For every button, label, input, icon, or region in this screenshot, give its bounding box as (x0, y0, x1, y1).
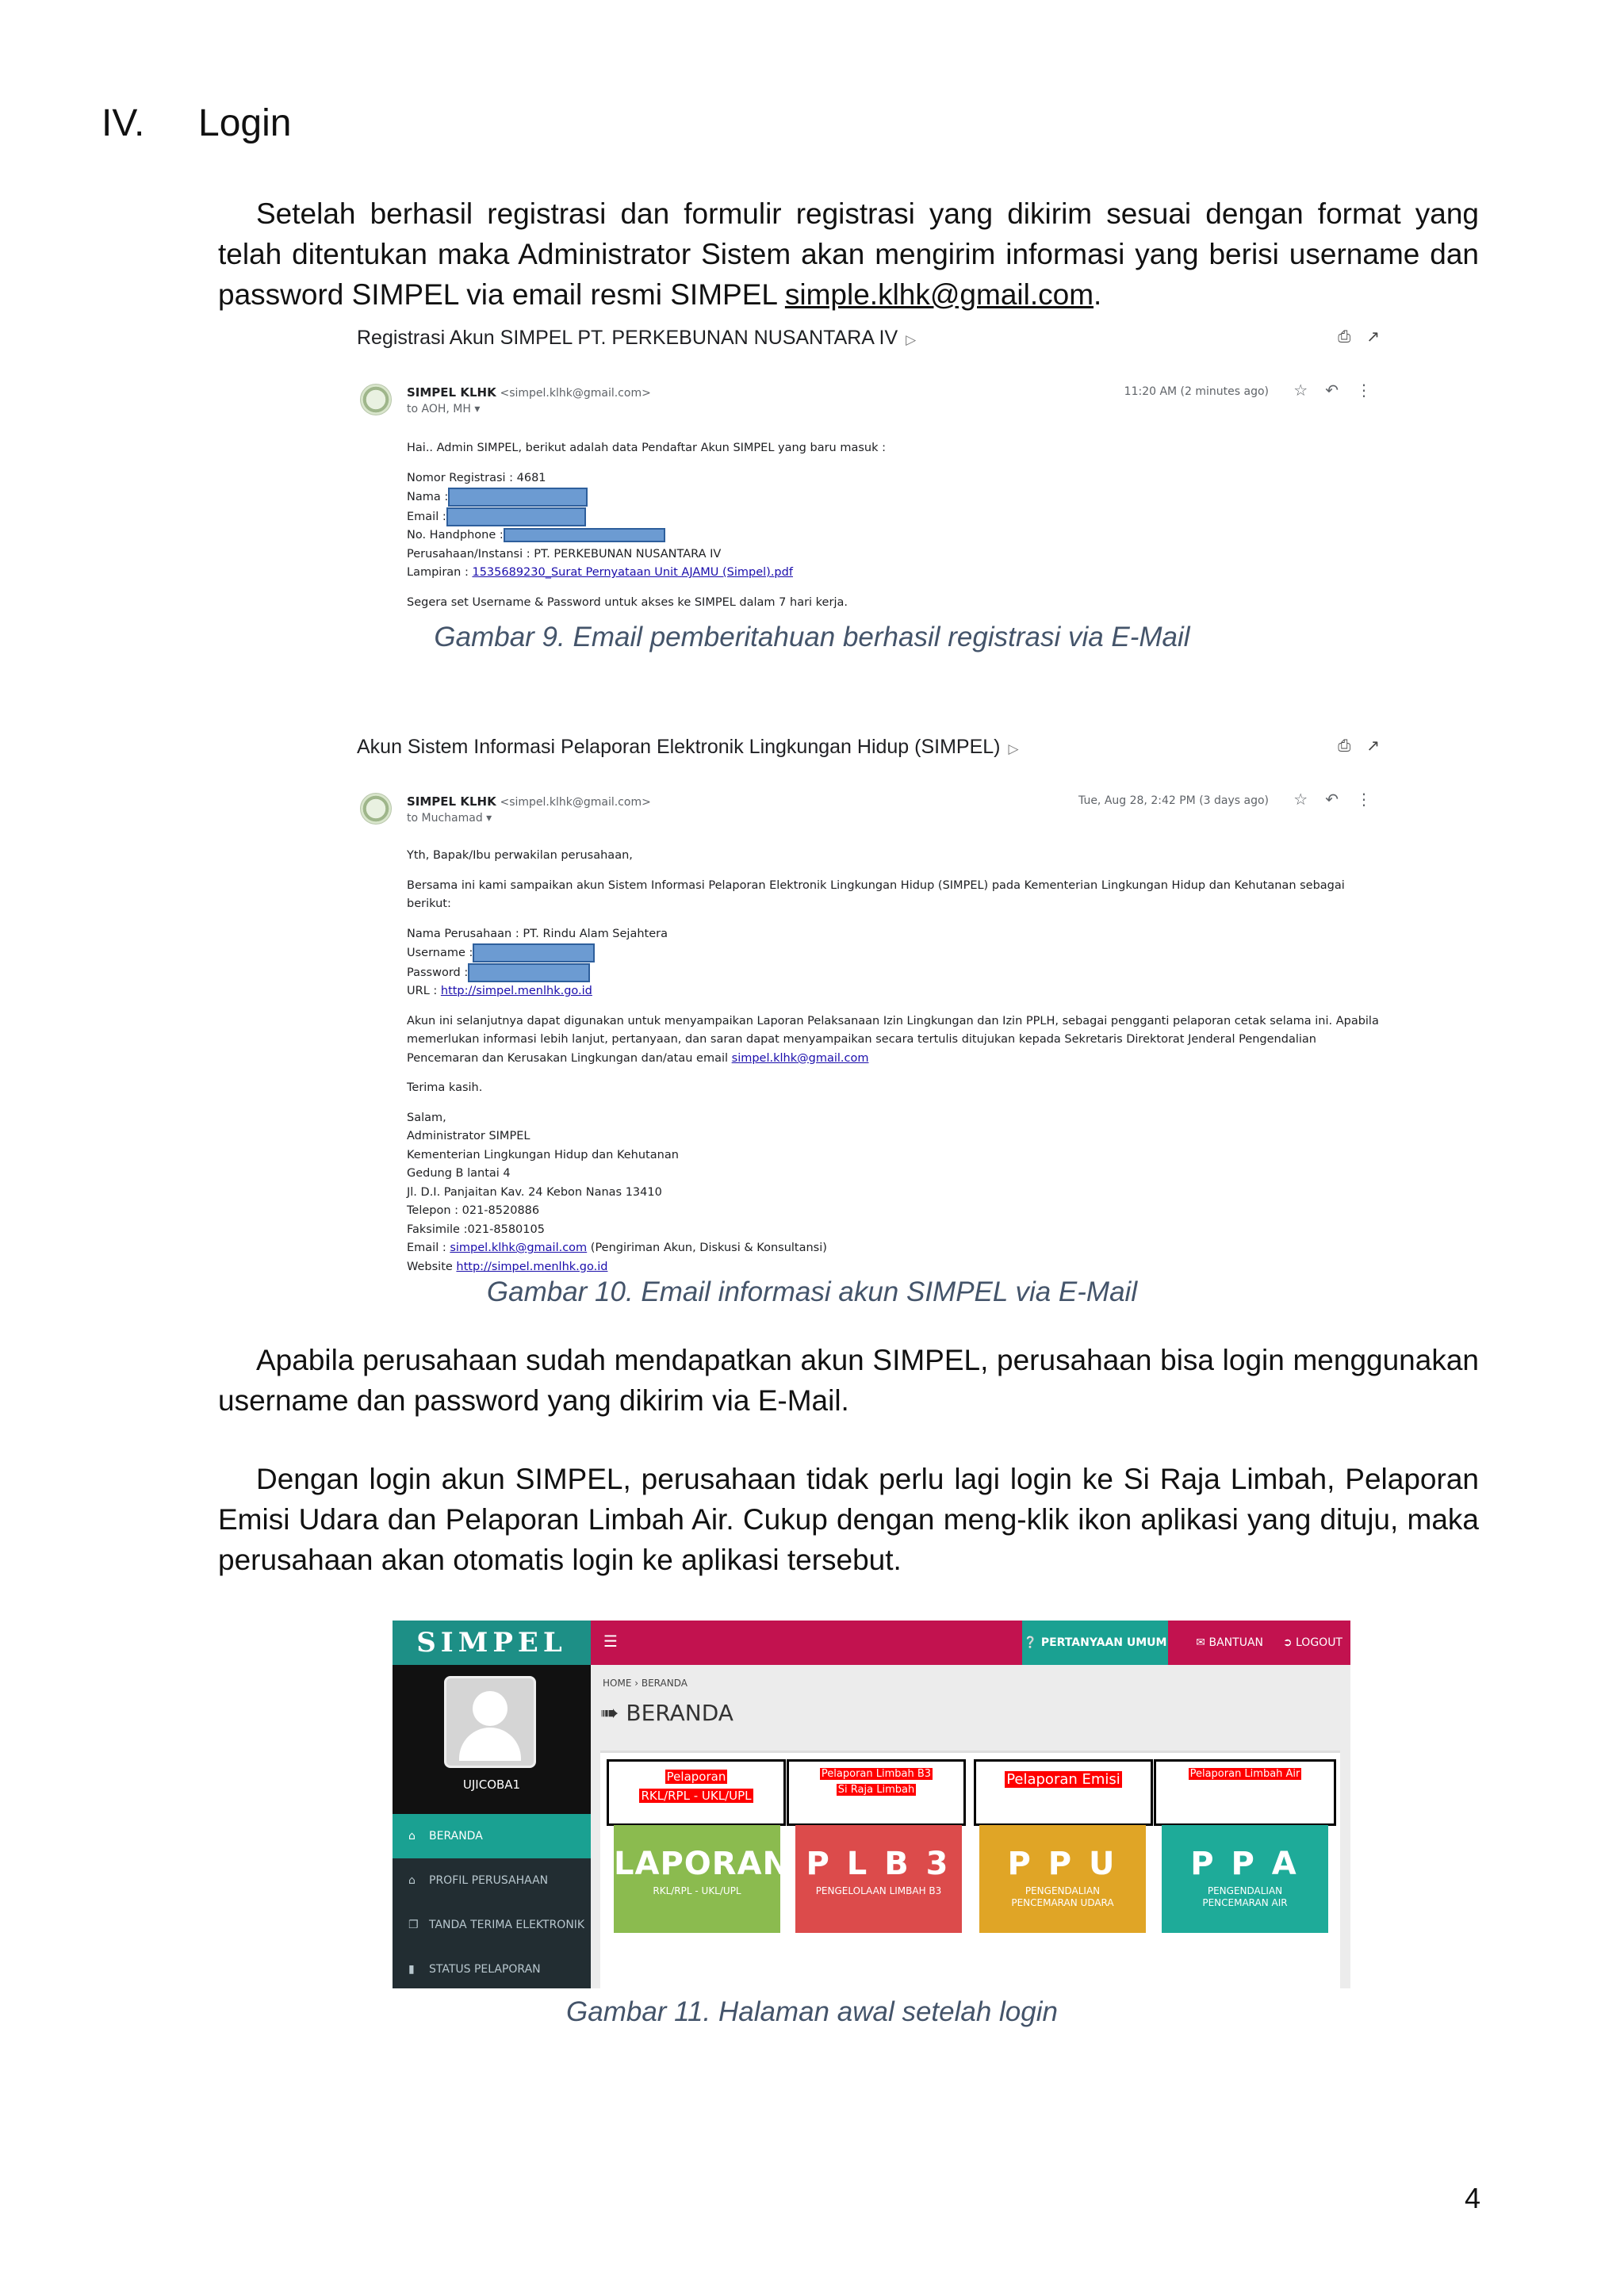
sender: SIMPEL KLHK <simpel.klhk@gmail.com> (407, 794, 651, 809)
print-icon[interactable]: ⎙ (1338, 736, 1351, 755)
registration-email (357, 327, 1380, 620)
email-link[interactable]: simple.klhk@gmail.com (784, 278, 1094, 311)
tile-plb3[interactable]: P L B 3 PENGELOLAAN LIMBAH B3 (795, 1825, 962, 1933)
chat-icon: ✉ (1196, 1636, 1206, 1649)
bank-icon: ⌂ (408, 1874, 416, 1887)
email-body: Hai.. Admin SIMPEL, berikut adalah data Pendaftar Akun SIMPEL yang baru masuk : Nomor Registrasi : 4681 Nama : Email : No. Handphone : Perusahaan/Instansi : PT. PERKEBUNAN NUSANTARA IV Lampiran : 1535689230_Surat Pernyataan Unit AJAMU (Simpel).pdf Segera set Username & Password untuk akses ke SIMPEL dalam 7 hari kerja. (407, 442, 886, 609)
email-time: Tue, Aug 28, 2:42 PM (3 days ago) (1078, 794, 1269, 807)
support-email-link[interactable]: simpel.klhk@gmail.com (731, 1051, 869, 1065)
open-new-window-icon[interactable]: ↗ (1366, 327, 1380, 346)
paragraph-intro: Setelah berhasil registrasi dan formulir registrasi yang dikirim sesuai dengan format yang telah ditentukan maka Administrator Sistem akan mengirim informasi yang berisi username dan password SIMPEL via email resmi SIMPEL simple.klhk@gmail.com. (218, 197, 1479, 311)
tile-ppa[interactable]: P P A PENGENDALIAN PENCEMARAN AIR (1162, 1825, 1328, 1933)
url-link[interactable]: http://simpel.menlhk.go.id (440, 985, 592, 997)
email-subject: Registrasi Akun SIMPEL PT. PERKEBUNAN NUSANTARA IV ▷ (357, 327, 917, 349)
annotation-label: Pelaporan Limbah B3 Si Raja Limbah (787, 1759, 966, 1826)
page-title: ➠ BERANDA (600, 1700, 733, 1726)
print-icon[interactable]: ⎙ (1338, 327, 1351, 346)
menu-toggle-icon[interactable]: ☰ (603, 1632, 618, 1651)
logout-icon: ➲ (1282, 1636, 1293, 1649)
annotation-label: Pelaporan RKL/RPL - UKL/UPL (607, 1759, 786, 1826)
caption-figure-11: Gambar 11. Halaman awal setelah login (566, 1996, 1058, 2027)
redacted-block (448, 488, 588, 507)
paragraph-login-info: Apabila perusahaan sudah mendapatkan akun SIMPEL, perusahaan bisa login menggunakan username dan password yang dikirim via E-Mail. (218, 1344, 1479, 1417)
username: UJICOBA1 (462, 1777, 521, 1792)
redacted-block (446, 507, 586, 526)
user-avatar (444, 1676, 536, 1768)
sidebar-item-beranda[interactable]: ⌂ BERANDA (393, 1814, 591, 1858)
signature-email-link[interactable]: simpel.klhk@gmail.com (450, 1242, 588, 1254)
page-number: 4 (1464, 2182, 1480, 2214)
reply-icon[interactable]: ↶ (1325, 790, 1339, 809)
copy-icon: ❐ (408, 1919, 419, 1931)
redacted-block (473, 943, 595, 962)
recipient[interactable]: to Muchamad ▾ (407, 812, 492, 825)
website-link[interactable]: http://simpel.menlhk.go.id (456, 1260, 608, 1273)
star-icon[interactable]: ☆ (1293, 381, 1308, 400)
sidebar-item-status-pelaporan[interactable]: ▮ STATUS PELAPORAN (393, 1947, 591, 1988)
more-icon[interactable]: ⋮ (1356, 381, 1372, 400)
paragraph-sso-info: Dengan login akun SIMPEL, perusahaan tidak perlu lagi login ke Si Raja Limbah, Pelaporan Emisi Udara dan Pelaporan Limbah Air. Cukup dengan meng-klik ikon aplikasi yang dituju, maka perusahaan akan otomatis login ke aplikasi tersebut. (218, 1463, 1479, 1576)
attachment-link[interactable]: 1535689230_Surat Pernyataan Unit AJAMU (Simpel).pdf (472, 566, 793, 579)
sender-avatar (360, 793, 392, 825)
account-email (357, 736, 1380, 1273)
arrow-circle-icon: ➠ (600, 1700, 619, 1726)
simpel-dashboard (393, 1621, 1350, 1988)
email-body: Yth, Bapak/Ibu perwakilan perusahaan, Bersama ini kami sampaikan akun Sistem Informasi Pelaporan Elektronik Lingkungan Hidup (SIMPEL) pada Kementerian Lingkungan Hidup dan Kehutanan sebagai berikut: Nama Perusahaan : PT. Rindu Alam Sejahtera Username : Password : URL : http://simpel.menlhk.go.id Akun ini selanjutnya dapat digunakan untuk menyampaikan Laporan Pelaksanaan Izin Lingkungan dan Izin PPLH, sebagai pengganti pelaporan cetak selama ini. Apabila memerlukan informasi lebih lanjut, pertanyaan, dan saran dapat menyampaikan secara tertulis ditujukan kepada Sekretaris Direktorat Jenderal Pengendalian Pencemaran dan Kerusakan Lingkungan dan/atau email simpel.klhk@gmail.com Terima kasih. Salam, Administrator SIMPEL Kementerian Lingkungan Hidup dan Kehutanan Gedung B lantai 4 Jl. D.I. Panjaitan Kav. 24 Kebon Nanas 13410 Telepon : 021-8520886 Faksimile :021-8580105 Email : simpel.klhk@gmail.com (Pengiriman Akun, Diskusi & Konsultansi) Website http://simpel.menlhk.go.id (407, 849, 1379, 1273)
section-number: IV. (102, 102, 145, 144)
breadcrumb: HOME › BERANDA (603, 1678, 688, 1689)
logout-button[interactable]: ➲ LOGOUT (1282, 1636, 1342, 1649)
caption-figure-9: Gambar 9. Email pemberitahuan berhasil registrasi via E-Mail (434, 622, 1190, 652)
sidebar (393, 1665, 591, 1988)
annotation-label: Pelaporan Emisi (974, 1759, 1153, 1826)
star-icon[interactable]: ☆ (1293, 790, 1308, 809)
more-icon[interactable]: ⋮ (1356, 790, 1372, 809)
user-profile (393, 1665, 591, 1814)
label-icon[interactable]: ▷ (1008, 741, 1019, 756)
sidebar-item-profil-perusahaan[interactable]: ⌂ PROFIL PERUSAHAAN (393, 1858, 591, 1903)
tile-laporan[interactable]: LAPORAN RKL/RPL - UKL/UPL (614, 1825, 780, 1933)
sidebar-item-tanda-terima[interactable]: ❐ TANDA TERIMA ELEKTRONIK (393, 1903, 591, 1947)
email-subject: Akun Sistem Informasi Pelaporan Elektronik Lingkungan Hidup (SIMPEL) ▷ (357, 736, 1019, 758)
home-icon: ⌂ (408, 1830, 416, 1843)
redacted-block (468, 963, 590, 982)
sender-avatar (360, 384, 392, 415)
chevron-down-icon: ▾ (486, 812, 492, 825)
email-time: 11:20 AM (2 minutes ago) (1124, 385, 1269, 398)
sender: SIMPEL KLHK <simpel.klhk@gmail.com> (407, 385, 651, 400)
section-title: Login (198, 102, 292, 144)
open-new-window-icon[interactable]: ↗ (1366, 736, 1380, 755)
reply-icon[interactable]: ↶ (1325, 381, 1339, 400)
label-icon[interactable]: ▷ (906, 332, 917, 347)
help-button[interactable]: ✉ BANTUAN (1196, 1636, 1263, 1649)
chevron-down-icon: ▾ (474, 403, 481, 415)
annotation-label: Pelaporan Limbah Air (1154, 1759, 1336, 1826)
tile-ppu[interactable]: P P U PENGENDALIAN PENCEMARAN UDARA (979, 1825, 1146, 1933)
recipient[interactable]: to AOH, MH ▾ (407, 403, 481, 415)
question-icon: ❔ (1023, 1636, 1037, 1649)
faq-button[interactable]: ❔ PERTANYAAN UMUM (1022, 1621, 1168, 1665)
bookmark-icon: ▮ (408, 1963, 415, 1976)
caption-figure-10: Gambar 10. Email informasi akun SIMPEL via E-Mail (486, 1276, 1138, 1307)
section-heading (102, 101, 291, 145)
redacted-block (504, 528, 665, 542)
simpel-logo: SIMPEL (393, 1621, 591, 1665)
